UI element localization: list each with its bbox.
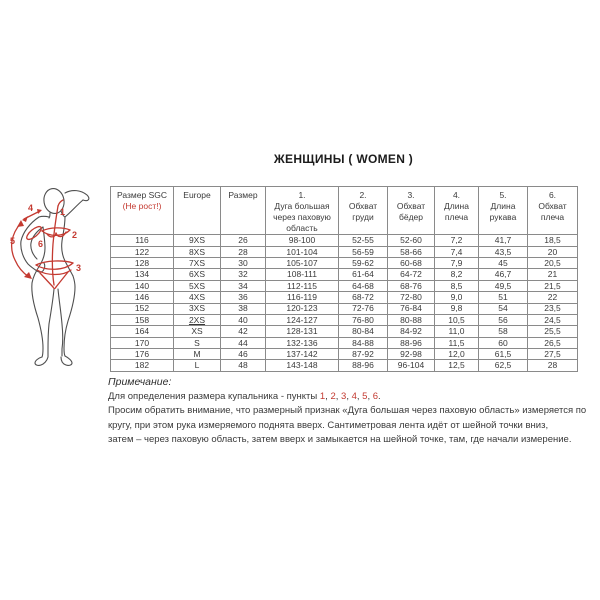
table-cell: 32: [221, 269, 266, 280]
notes-line-1-prefix: Для определения размера купальника - пункты: [108, 391, 320, 403]
notes-heading: Примечание:: [108, 376, 172, 388]
table-cell: 88-96: [388, 337, 435, 348]
table-cell: 7,9: [435, 257, 479, 268]
notes-paragraph-line-1: Просим обратить внимание, что размерный признак «Дуга большая через паховую область» измеряется по: [108, 405, 587, 417]
note-point: 6: [372, 391, 379, 403]
table-row: [111, 246, 578, 257]
table-cell: 116-119: [266, 292, 339, 303]
table-cell: 68-76: [388, 280, 435, 291]
note-point: 1: [319, 391, 326, 403]
table-cell: 84-92: [388, 326, 435, 337]
table-cell: 7,4: [435, 246, 479, 257]
table-cell: 58: [479, 326, 528, 337]
table-cell: 9,8: [435, 303, 479, 314]
table-cell: 122: [111, 246, 174, 257]
col-header-num: 2.: [359, 190, 367, 200]
table-cell: 2XS: [174, 314, 221, 325]
table-cell: 58-66: [388, 246, 435, 257]
table-cell: 8,5: [435, 280, 479, 291]
note-point-separator: ,: [346, 391, 352, 403]
table-cell: 6XS: [174, 269, 221, 280]
table-cell: 9,0: [435, 292, 479, 303]
table-row: [111, 314, 578, 325]
table-cell: 60: [479, 337, 528, 348]
table-cell: 12,5: [435, 360, 479, 371]
table-header-row: [111, 187, 578, 235]
table-cell: 11,0: [435, 326, 479, 337]
table-row: [111, 337, 578, 348]
table-cell: 76-80: [339, 314, 388, 325]
table-cell: 146: [111, 292, 174, 303]
table-cell: 41,7: [479, 235, 528, 246]
col-header-label: Обхват груди: [348, 201, 378, 223]
table-row: [111, 360, 578, 371]
table-cell: 12,0: [435, 349, 479, 360]
table-cell: 40: [221, 314, 266, 325]
table-cell: 11,5: [435, 337, 479, 348]
table-cell: 54: [479, 303, 528, 314]
table-cell: 25,5: [528, 326, 578, 337]
notes-points: [320, 391, 378, 402]
col-header-label: Длина рукава: [489, 201, 517, 223]
table-cell: 80-84: [339, 326, 388, 337]
note-point-separator: ,: [367, 391, 373, 403]
col-header-label: Обхват плеча: [538, 201, 567, 223]
note-point: 2: [330, 391, 336, 403]
table-cell: 8XS: [174, 246, 221, 257]
table-cell: 84-88: [339, 337, 388, 348]
notes-paragraph-line-3: затем – через паховую область, затем вверх и замыкается на шейной точке, там, где начали измерение.: [108, 433, 572, 445]
table-cell: 64-72: [388, 269, 435, 280]
table-cell: 68-72: [339, 292, 388, 303]
table-cell: M: [174, 349, 221, 360]
notes-paragraph-line-2: кругу, при этом рука измеряемого поднята вверх. Сантиметровая лента идёт от шейной точки вниз,: [108, 419, 549, 431]
measurement-figure: [9, 186, 108, 374]
size-table-body: [111, 235, 578, 372]
col-header-europe: [174, 187, 221, 235]
table-cell: S: [174, 337, 221, 348]
table-cell: 92-98: [388, 349, 435, 360]
table-cell: 26: [221, 235, 266, 246]
table-cell: 24,5: [528, 314, 578, 325]
col-header-arm-girth: [528, 187, 578, 235]
col-header-num: 3.: [407, 190, 415, 200]
body-diagram-svg: [9, 186, 108, 374]
table-cell: 72-80: [388, 292, 435, 303]
table-cell: 22: [528, 292, 578, 303]
table-cell: 140: [111, 280, 174, 291]
note-point-separator: ,: [356, 391, 363, 403]
figure-outline: [21, 187, 89, 365]
col-header-num: 4.: [452, 190, 461, 200]
col-header-num: 5.: [499, 190, 507, 200]
table-cell: 28: [528, 360, 578, 371]
table-cell: 36: [221, 292, 266, 303]
table-cell: 88-96: [339, 360, 388, 371]
col-header-label: Размер SGC: [117, 190, 167, 200]
table-cell: 23,5: [528, 303, 578, 314]
note-point-separator: ,: [325, 391, 331, 403]
table-cell: 44: [221, 337, 266, 348]
table-cell: 62,5: [479, 360, 528, 371]
table-cell: 152: [111, 303, 174, 314]
table-cell: 158: [111, 314, 174, 325]
table-cell: 52-55: [339, 235, 388, 246]
table-row: [111, 269, 578, 280]
table-row: [111, 349, 578, 360]
table-cell: 128: [111, 257, 174, 268]
table-cell: 56-59: [339, 246, 388, 257]
figure-label-4: 4: [28, 203, 34, 213]
table-row: [111, 280, 578, 291]
table-cell: 124-127: [266, 314, 339, 325]
col-header-razmer: [221, 187, 266, 235]
table-cell: 120-123: [266, 303, 339, 314]
table-cell: 48: [221, 360, 266, 371]
table-cell: 9XS: [174, 235, 221, 246]
table-row: [111, 257, 578, 268]
table-cell: 61,5: [479, 349, 528, 360]
table-cell: 182: [111, 360, 174, 371]
note-point: 5: [362, 391, 368, 403]
figure-label-2: 2: [72, 230, 78, 240]
figure-label-3: 3: [76, 263, 82, 273]
table-cell: 170: [111, 337, 174, 348]
table-cell: 108-111: [266, 269, 339, 280]
table-cell: 27,5: [528, 349, 578, 360]
table-cell: 20: [528, 246, 578, 257]
col-header-label: Размер: [228, 190, 258, 200]
table-cell: 7,2: [435, 235, 479, 246]
table-cell: 10,5: [435, 314, 479, 325]
table-cell: 45: [479, 257, 528, 268]
table-cell: 64-68: [339, 280, 388, 291]
table-cell: 46: [221, 349, 266, 360]
col-header-hips: [388, 187, 435, 235]
note-point: 3: [341, 391, 347, 403]
table-cell: 101-104: [266, 246, 339, 257]
table-cell: 18,5: [528, 235, 578, 246]
table-row: [111, 292, 578, 303]
table-cell: 143-148: [266, 360, 339, 371]
figure-label-6: 6: [38, 239, 44, 249]
table-row: [111, 303, 578, 314]
table-cell: 51: [479, 292, 528, 303]
col-header-label: Дуга большая через паховую область: [273, 201, 331, 234]
table-cell: 96-104: [388, 360, 435, 371]
table-cell: 105-107: [266, 257, 339, 268]
table-cell: 137-142: [266, 349, 339, 360]
figure-label-5: 5: [10, 236, 16, 246]
table-cell: 43,5: [479, 246, 528, 257]
table-cell: 5XS: [174, 280, 221, 291]
col-header-label: Europe: [183, 190, 211, 200]
table-cell: 46,7: [479, 269, 528, 280]
table-cell: XS: [174, 326, 221, 337]
table-cell: 164: [111, 326, 174, 337]
col-header-size-sgc: [111, 187, 174, 235]
table-cell: 4XS: [174, 292, 221, 303]
table-cell: 60-68: [388, 257, 435, 268]
table-cell: 61-64: [339, 269, 388, 280]
table-cell: 42: [221, 326, 266, 337]
table-row: [111, 235, 578, 246]
col-header-label: Обхват бёдер: [396, 201, 426, 223]
table-cell: 21: [528, 269, 578, 280]
table-cell: 72-76: [339, 303, 388, 314]
table-cell: 8,2: [435, 269, 479, 280]
table-cell: 7XS: [174, 257, 221, 268]
table-cell: 112-115: [266, 280, 339, 291]
col-header-chest: [339, 187, 388, 235]
col-header-num: 6.: [548, 190, 557, 200]
table-cell: 128-131: [266, 326, 339, 337]
table-cell: 26,5: [528, 337, 578, 348]
table-cell: 38: [221, 303, 266, 314]
table-cell: 59-62: [339, 257, 388, 268]
table-cell: L: [174, 360, 221, 371]
table-cell: 52-60: [388, 235, 435, 246]
col-header-label: Длина плеча: [444, 201, 469, 223]
table-cell: 134: [111, 269, 174, 280]
col-header-shoulder-length: [435, 187, 479, 235]
table-cell: 56: [479, 314, 528, 325]
notes-line-1-suffix: .: [378, 391, 381, 403]
figure-label-1: 1: [60, 207, 66, 217]
table-row: [111, 326, 578, 337]
table-cell: 28: [221, 246, 266, 257]
page-title: ЖЕНЩИНЫ ( WOMEN ): [273, 152, 414, 166]
table-cell: 21,5: [528, 280, 578, 291]
table-cell: 132-136: [266, 337, 339, 348]
notes-section: [108, 375, 592, 447]
table-cell: 30: [221, 257, 266, 268]
table-cell: 34: [221, 280, 266, 291]
table-cell: 49,5: [479, 280, 528, 291]
table-cell: 76-84: [388, 303, 435, 314]
table-cell: 98-100: [266, 235, 339, 246]
table-cell: 176: [111, 349, 174, 360]
table-cell: 87-92: [339, 349, 388, 360]
table-cell: 116: [111, 235, 174, 246]
table-cell: 3XS: [174, 303, 221, 314]
table-cell: 20,5: [528, 257, 578, 268]
table-cell: 80-88: [388, 314, 435, 325]
col-header-arc: [266, 187, 339, 235]
size-table: [110, 186, 578, 372]
note-point: 4: [351, 391, 357, 403]
col-header-sub: (Не рост!): [122, 201, 162, 212]
note-point-separator: ,: [335, 391, 342, 403]
col-header-sleeve-length: [479, 187, 528, 235]
col-header-num: 1.: [298, 190, 306, 200]
notes-line-1: [108, 390, 592, 404]
